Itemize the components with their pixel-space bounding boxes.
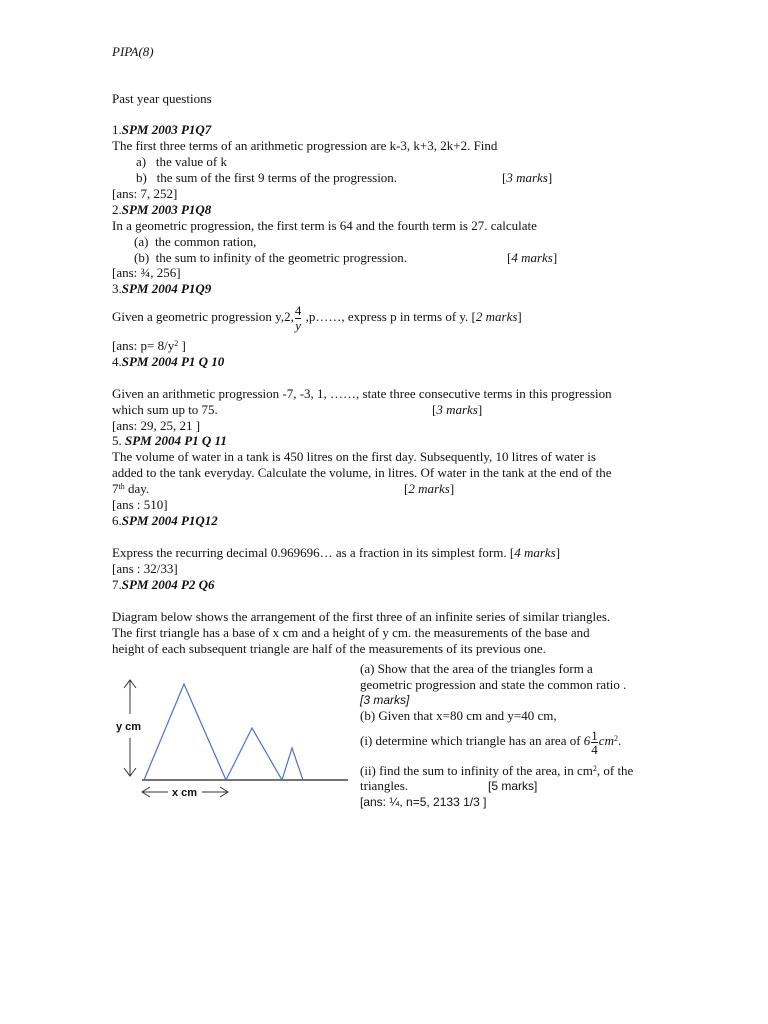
question-7-part-ii-line-2: triangles. bbox=[360, 778, 409, 793]
part-text: (i) determine which triangle has an area of bbox=[360, 733, 584, 748]
triangle-1 bbox=[144, 684, 226, 780]
question-4-marks bbox=[432, 402, 482, 418]
bracket: [ bbox=[432, 402, 437, 417]
marks-text: 4 marks bbox=[514, 545, 556, 560]
question-1-marks bbox=[502, 170, 552, 186]
fraction-one-quarter bbox=[591, 729, 598, 756]
question-number: 3. bbox=[112, 281, 122, 296]
question-7-stem-line-3: height of each subsequent triangle are half of the measurements of its previous one. bbox=[112, 641, 546, 656]
bracket: ] bbox=[477, 402, 483, 417]
unit-text: cm bbox=[598, 733, 614, 748]
stem-text: 7 bbox=[112, 481, 119, 496]
question-4-answer: [ans: 29, 25, 21 ] bbox=[112, 418, 201, 433]
question-7-stem-line-1: Diagram below shows the arrangement of the first three of an infinite series of similar triangles. bbox=[112, 609, 611, 624]
part-label: (a) bbox=[134, 234, 149, 249]
question-1-stem: The first three terms of an arithmetic progression are k-3, k+3, 2k+2. Find bbox=[112, 138, 498, 153]
question-number: 2. bbox=[112, 202, 122, 217]
question-reference: SPM 2004 P1 Q 10 bbox=[121, 354, 225, 369]
part-text: the sum of the first 9 terms of the progression. bbox=[156, 170, 398, 185]
question-7-part-a-line-1: (a) Show that the area of the triangles form a bbox=[360, 661, 593, 676]
question-7-part-ii-line-1 bbox=[360, 763, 633, 779]
question-6-stem bbox=[112, 545, 560, 561]
fraction-denominator: y bbox=[295, 317, 301, 333]
question-number: 1. bbox=[112, 122, 122, 137]
marks-text: 2 marks bbox=[408, 481, 450, 496]
stem-text: ,p……, express p in terms of y. [ bbox=[302, 309, 476, 324]
question-2-stem: In a geometric progression, the first term is 64 and the fourth term is 27. calculate bbox=[112, 218, 537, 233]
question-3-heading bbox=[112, 281, 211, 297]
x-dimension-label: x cm bbox=[172, 787, 198, 799]
question-5-marks bbox=[404, 481, 454, 497]
question-2-heading bbox=[112, 202, 211, 218]
bracket: ] bbox=[555, 545, 561, 560]
question-3-answer bbox=[112, 338, 186, 354]
stem-text: Given a geometric progression y,2, bbox=[112, 309, 294, 324]
question-4-stem-line-2: which sum up to 75. bbox=[112, 402, 218, 417]
part-label: b) bbox=[136, 170, 147, 185]
bracket: ] bbox=[517, 309, 522, 324]
question-7-part-a-line-2: geometric progression and state the common ratio . bbox=[360, 677, 627, 692]
question-1-part-a bbox=[136, 154, 227, 170]
part-label: a) bbox=[136, 154, 147, 169]
question-2-part-a bbox=[134, 234, 256, 250]
question-6-heading bbox=[112, 513, 218, 529]
bracket: ] bbox=[552, 250, 558, 265]
question-4-heading bbox=[112, 354, 224, 370]
bracket: [ bbox=[404, 481, 409, 496]
marks-text: 2 marks bbox=[475, 309, 518, 324]
question-6-answer: [ans : 32/33] bbox=[112, 561, 178, 576]
bracket: [ bbox=[507, 250, 512, 265]
question-reference: SPM 2004 P2 Q6 bbox=[121, 577, 215, 592]
question-reference: SPM 2004 P1Q9 bbox=[121, 281, 212, 296]
answer-text: [ans: p= 8/y bbox=[112, 338, 175, 353]
document-code: PIPA(8) bbox=[112, 44, 154, 59]
question-5-stem-line-2: added to the tank everyday. Calculate the volume, in litres. Of water in the tank at the end of the bbox=[112, 465, 612, 480]
stem-text: Express the recurring decimal 0.969696… as a fraction in its simplest form. [ bbox=[112, 545, 515, 560]
part-label: (b) bbox=[134, 250, 150, 265]
question-reference: SPM 2003 P1Q7 bbox=[121, 122, 212, 137]
question-2-answer: [ans: ¾, 256] bbox=[112, 265, 181, 280]
question-7-stem-line-2: The first triangle has a base of x cm and a height of y cm. the measurements of the base and bbox=[112, 625, 590, 640]
question-7-part-b: (b) Given that x=80 cm and y=40 cm, bbox=[360, 708, 557, 723]
triangle-2 bbox=[226, 728, 282, 780]
question-4-stem-line-1: Given an arithmetic progression -7, -3, 1, ……, state three consecutive terms in this progression bbox=[112, 386, 612, 401]
question-3-stem bbox=[112, 297, 522, 337]
bracket: ] bbox=[547, 170, 553, 185]
part-text: . bbox=[617, 733, 622, 748]
section-title: Past year questions bbox=[112, 91, 212, 106]
superscript: th bbox=[118, 482, 125, 491]
question-5-answer: [ans : 510] bbox=[112, 497, 168, 512]
question-1-part-b bbox=[136, 170, 397, 186]
triangles-diagram bbox=[110, 670, 355, 805]
triangle-3 bbox=[282, 748, 303, 780]
y-dimension-label: y cm bbox=[116, 721, 142, 733]
marks-text: 3 marks bbox=[436, 402, 478, 417]
superscript: 2 bbox=[613, 734, 618, 743]
fraction-denominator: 4 bbox=[591, 741, 598, 757]
question-1-heading bbox=[112, 122, 211, 138]
question-number: 7. bbox=[112, 577, 122, 592]
question-number: 4. bbox=[112, 354, 122, 369]
question-reference: SPM 2003 P1Q8 bbox=[121, 202, 212, 217]
mixed-number-whole: 6 bbox=[583, 733, 591, 748]
marks-text: 4 marks bbox=[511, 250, 553, 265]
bracket: ] bbox=[449, 481, 455, 496]
question-7-part-i bbox=[360, 723, 621, 759]
part-text: the value of k bbox=[155, 154, 227, 169]
question-7-answer: [ans: ¼, n=5, 2133 1/3 ] bbox=[360, 795, 487, 809]
fraction-numerator: 1 bbox=[591, 727, 598, 743]
question-number: 5. bbox=[112, 433, 125, 448]
superscript: 2 bbox=[174, 339, 179, 348]
question-5-heading bbox=[112, 433, 227, 449]
part-text: , of the bbox=[596, 763, 634, 778]
question-7-part-a-marks: [3 marks] bbox=[360, 693, 410, 707]
stem-text: day. bbox=[124, 481, 150, 496]
fraction-numerator: 4 bbox=[294, 302, 302, 318]
question-5-stem-line-3 bbox=[112, 481, 149, 497]
part-text: (ii) find the sum to infinity of the area, in cm bbox=[360, 763, 593, 778]
question-number: 6. bbox=[112, 513, 122, 528]
question-reference: SPM 2004 P1Q12 bbox=[121, 513, 218, 528]
question-reference: SPM 2004 P1 Q 11 bbox=[125, 433, 227, 448]
part-text: the common ration, bbox=[154, 234, 257, 249]
marks-text: 3 marks bbox=[506, 170, 548, 185]
question-2-marks bbox=[507, 250, 557, 266]
part-text: the sum to infinity of the geometric progression. bbox=[155, 250, 407, 265]
question-2-part-b bbox=[134, 250, 407, 266]
answer-text: ] bbox=[178, 338, 186, 353]
question-1-answer: [ans: 7, 252] bbox=[112, 186, 178, 201]
superscript: 2 bbox=[592, 764, 597, 773]
question-7-heading bbox=[112, 577, 215, 593]
question-5-stem-line-1: The volume of water in a tank is 450 litres on the first day. Subsequently, 10 litres of water is bbox=[112, 449, 596, 464]
bracket: [ bbox=[502, 170, 507, 185]
fraction-4-over-y bbox=[295, 304, 302, 333]
question-7-part-ii-marks: [5 marks] bbox=[488, 779, 538, 793]
